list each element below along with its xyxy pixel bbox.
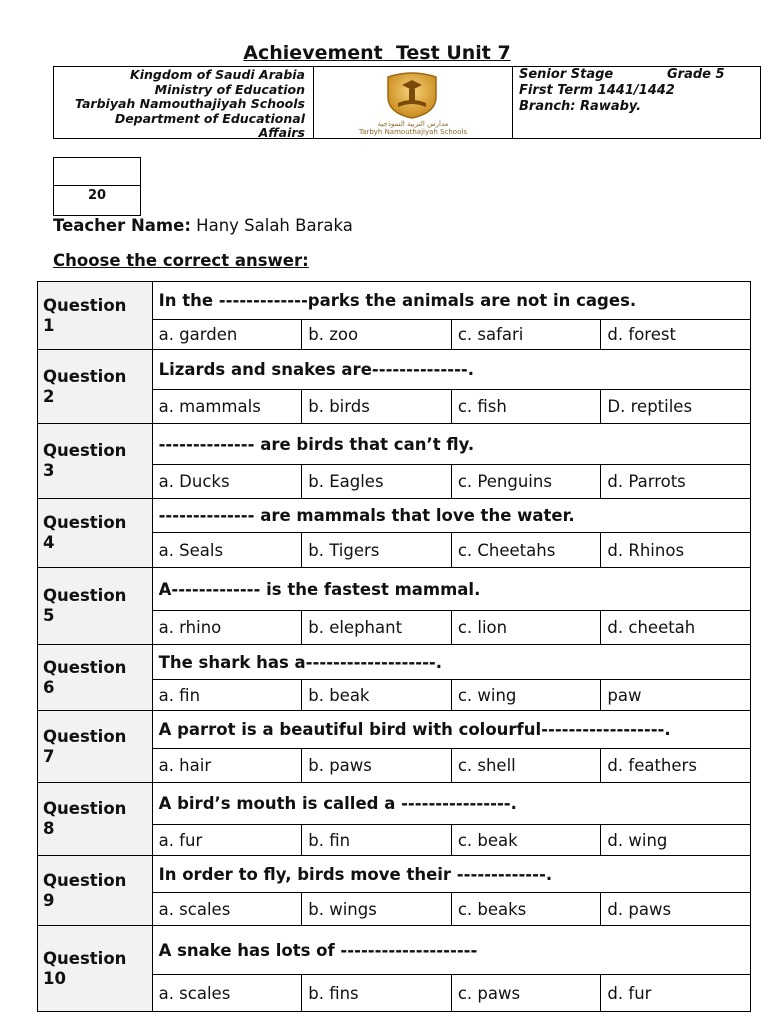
ministry-line: Ministry of Education xyxy=(154,81,305,97)
answer-option[interactable]: d. wing xyxy=(601,825,751,856)
answer-option[interactable]: d. paws xyxy=(601,893,751,926)
answer-option[interactable]: b. Eagles xyxy=(302,465,452,499)
question-word: Question xyxy=(43,295,127,315)
term-label: First Term 1441/1442 xyxy=(519,83,675,98)
question-number xyxy=(38,568,153,645)
answer-option[interactable]: c. paws xyxy=(451,975,601,1012)
score-box xyxy=(53,157,141,216)
answer-option[interactable]: d. forest xyxy=(601,320,751,350)
answer-option[interactable]: a. Ducks xyxy=(152,465,302,499)
ministry-line: Affairs xyxy=(258,125,305,140)
school-crest-icon xyxy=(380,71,444,119)
ministry-line: Department of Educational xyxy=(114,110,305,126)
answer-option[interactable]: b. beak xyxy=(302,680,452,711)
answer-option[interactable]: b. paws xyxy=(302,749,452,783)
answer-option[interactable]: a. scales xyxy=(152,975,302,1012)
grade-label: Grade 5 xyxy=(667,67,725,82)
answer-option[interactable]: d. feathers xyxy=(601,749,751,783)
question-number xyxy=(38,645,153,711)
answer-option[interactable]: b. fin xyxy=(302,825,452,856)
teacher-label: Teacher Name: xyxy=(53,216,191,235)
answer-option[interactable]: d. cheetah xyxy=(601,611,751,645)
answer-option[interactable]: a. mammals xyxy=(152,390,302,424)
answer-option[interactable]: c. shell xyxy=(451,749,601,783)
ministry-line: Kingdom of Saudi Arabia xyxy=(130,67,305,82)
answer-option[interactable]: c. Penguins xyxy=(451,465,601,499)
answer-option[interactable]: D. reptiles xyxy=(601,390,751,424)
answer-option[interactable]: a. rhino xyxy=(152,611,302,645)
answer-option[interactable]: d. fur xyxy=(601,975,751,1012)
question-index: 5 xyxy=(43,606,55,625)
question-text: A bird’s mouth is called a ----------------. xyxy=(152,783,750,825)
question-row xyxy=(38,424,751,465)
answer-option[interactable]: b. zoo xyxy=(302,320,452,350)
teacher-line xyxy=(53,216,353,235)
question-text: Lizards and snakes are--------------. xyxy=(152,350,750,390)
questions-table xyxy=(37,281,751,1012)
question-word: Question xyxy=(43,513,127,532)
stage-label: Senior Stage xyxy=(519,67,614,82)
teacher-name: Hany Salah Baraka xyxy=(196,216,353,235)
question-number xyxy=(38,711,153,783)
question-row xyxy=(38,856,751,893)
answer-option[interactable]: b. wings xyxy=(302,893,452,926)
question-row xyxy=(38,711,751,749)
question-index: 1 xyxy=(43,315,55,335)
question-index: 10 xyxy=(43,968,66,988)
answer-option[interactable]: c. Cheetahs xyxy=(451,533,601,568)
question-number xyxy=(38,424,153,499)
question-row xyxy=(38,783,751,825)
answer-option[interactable]: a. Seals xyxy=(152,533,302,568)
school-logo xyxy=(314,67,513,138)
question-number xyxy=(38,783,153,856)
question-word: Question xyxy=(43,657,127,677)
class-info xyxy=(513,67,760,138)
question-row xyxy=(38,645,751,680)
score-total: 20 xyxy=(87,188,107,203)
ministry-info xyxy=(54,67,314,138)
answer-option[interactable]: c. lion xyxy=(451,611,601,645)
question-row xyxy=(38,499,751,533)
question-text: -------------- are mammals that love the water. xyxy=(152,499,750,533)
ministry-line: Tarbiyah Namouthajiyah Schools xyxy=(74,96,305,111)
question-word: Question xyxy=(43,726,127,746)
answer-option[interactable]: d. Parrots xyxy=(601,465,751,499)
question-number xyxy=(38,350,153,424)
logo-caption-arabic: مدارس التربية النموذجية xyxy=(377,120,449,128)
question-index: 7 xyxy=(43,746,55,766)
question-word: Question xyxy=(43,586,127,605)
answer-option[interactable]: b. Tigers xyxy=(302,533,452,568)
question-number xyxy=(38,926,153,1012)
school-header xyxy=(53,66,761,139)
question-word: Question xyxy=(43,870,127,890)
question-row xyxy=(38,282,751,320)
answer-option[interactable]: c. wing xyxy=(451,680,601,711)
answer-option[interactable]: b. fins xyxy=(302,975,452,1012)
question-index: 2 xyxy=(43,386,55,406)
question-number xyxy=(38,856,153,926)
answer-option[interactable]: c. beaks xyxy=(451,893,601,926)
logo-caption: Tarbyh Namouthajiyah Schools xyxy=(359,128,467,136)
answer-option[interactable]: paw xyxy=(601,680,751,711)
question-text: In the -------------parks the animals are not in cages. xyxy=(152,282,750,320)
answer-option[interactable]: c. safari xyxy=(451,320,601,350)
instructions: Choose the correct answer: xyxy=(53,251,309,270)
test-title: Achievement Test Unit 7 xyxy=(243,42,511,64)
answer-option[interactable]: a. fin xyxy=(152,680,302,711)
question-word: Question xyxy=(43,799,127,818)
answer-option[interactable]: a. scales xyxy=(152,893,302,926)
answer-option[interactable]: a. fur xyxy=(152,825,302,856)
score-field[interactable] xyxy=(54,158,140,186)
question-number xyxy=(38,499,153,568)
question-index: 3 xyxy=(43,461,55,480)
branch-label: Branch: Rawaby. xyxy=(519,99,642,114)
answer-option[interactable]: c. fish xyxy=(451,390,601,424)
question-text: A parrot is a beautiful bird with colourful------------------. xyxy=(152,711,750,749)
question-row xyxy=(38,568,751,611)
question-index: 6 xyxy=(43,677,55,697)
question-index: 4 xyxy=(43,533,55,552)
answer-option[interactable]: b. birds xyxy=(302,390,452,424)
question-number xyxy=(38,282,153,350)
question-index: 9 xyxy=(43,890,55,910)
question-row xyxy=(38,350,751,390)
answer-option[interactable]: c. beak xyxy=(451,825,601,856)
question-text: The shark has a-------------------. xyxy=(152,645,750,680)
question-word: Question xyxy=(43,441,127,460)
answer-option[interactable]: d. Rhinos xyxy=(601,533,751,568)
question-word: Question xyxy=(43,948,127,968)
answer-option[interactable]: a. hair xyxy=(152,749,302,783)
question-row xyxy=(38,926,751,975)
question-text: A snake has lots of -------------------- xyxy=(152,926,750,975)
question-word: Question xyxy=(43,366,127,386)
question-text: -------------- are birds that can’t fly. xyxy=(152,424,750,465)
answer-option[interactable]: a. garden xyxy=(152,320,302,350)
question-index: 8 xyxy=(43,819,55,838)
question-text: A------------- is the fastest mammal. xyxy=(152,568,750,611)
answer-option[interactable]: b. elephant xyxy=(302,611,452,645)
question-text: In order to fly, birds move their -------------. xyxy=(152,856,750,893)
